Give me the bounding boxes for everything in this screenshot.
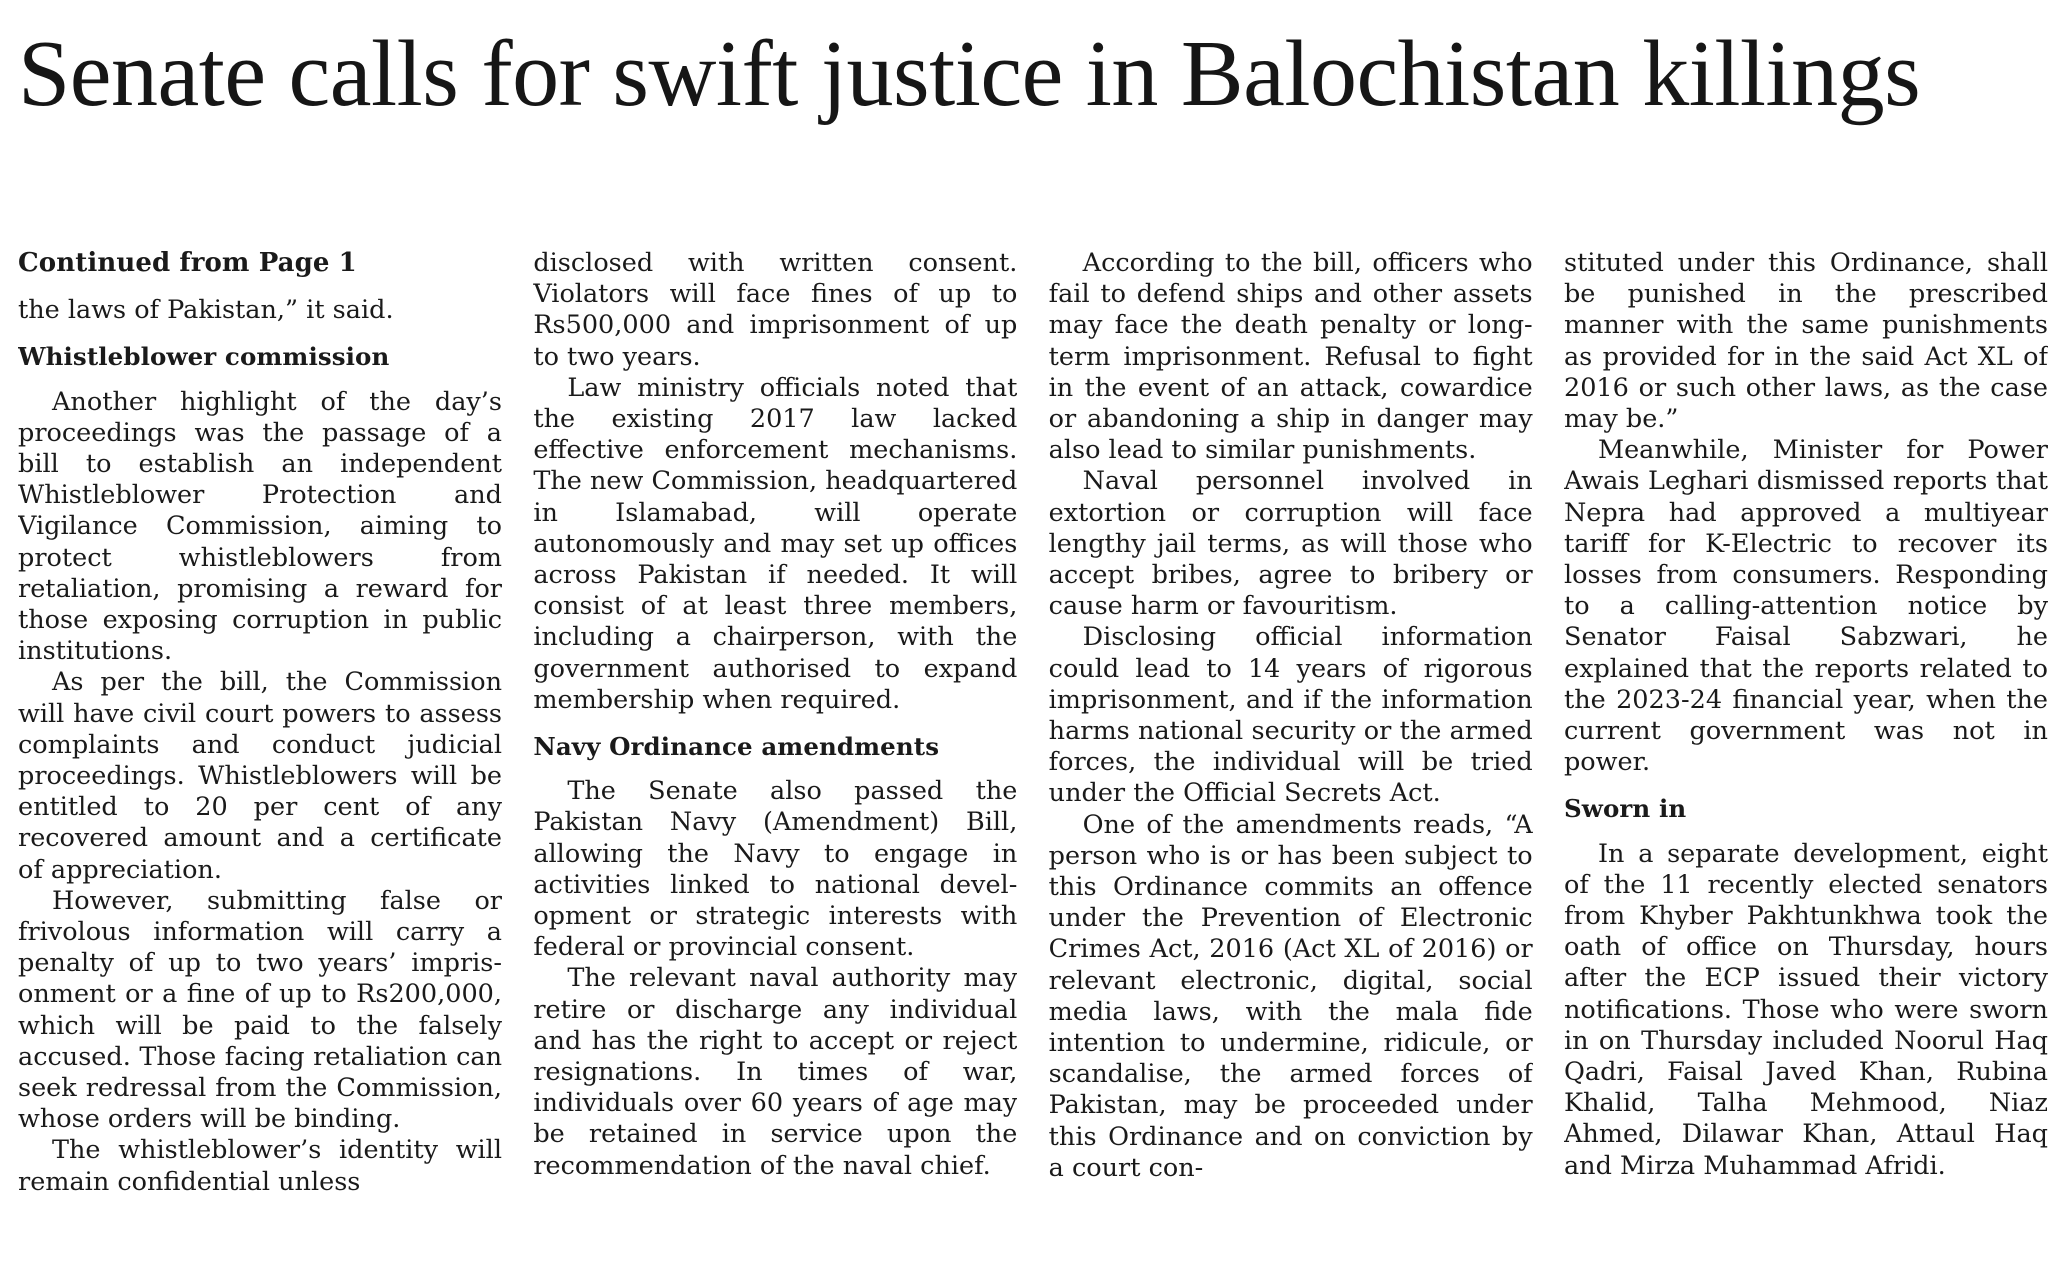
paragraph: However, submitting false or frivolous information will carry a penalty of up to two years’ imprisonment or a fine of up to Rs200,000, which will be paid to the falsely accused. Those facing retaliation can seek redressal from the Commission, whose orders will be binding. bbox=[18, 885, 502, 1135]
article-body bbox=[18, 248, 2048, 1248]
subhead-navy: Navy Ordinance amendments bbox=[533, 732, 940, 762]
paragraph: In a separate development, eight of the 11 recently elected senators from Khyber Pakhtunkhwa took the oath of office on Thursday, hours after the ECP issued their victory notifications. Those who were sworn in on Thursday included Noorul Haq Qadri, Faisal Javed Khan, Rubina Khalid, Talha Mehmood, Niaz Ahmed, Dilawar Khan, Attaul Haq and Mirza Muhammad Afridi. bbox=[1563, 838, 2048, 1181]
paragraph: As per the bill, the Commission will have civil court powers to assess complaints and conduct judicial proceedings. Whistleblowers will be entitled to 20 per cent of any recovered amount and a certificate of appreciation. bbox=[18, 667, 502, 885]
paragraph: The whistleblower’s identity will remain confidential unless bbox=[18, 1135, 502, 1197]
column-1 bbox=[18, 248, 502, 1248]
paragraph: Meanwhile, Minister for Power Awais Leghari dismissed reports that Nepra had approved a multiyear tariff for K-Electric to recover its losses from consumers. Responding to a calling-attention notice by Senator Faisal Sabzwari, he explained that the reports related to the 2023-24 financial year, when the current government was not in power. bbox=[1563, 435, 2048, 778]
paragraph: Disclosing official information could lead to 14 years of rigorous imprisonment, and if the information harms national security or the armed forces, the individual will be tried under the Official Secrets Act. bbox=[1048, 622, 1533, 809]
paragraph: The relevant naval authority may retire or discharge any individual and has the right to accept or reject resignations. In times of war, individuals over 60 years of age may be retained in service upon the recommendation of the naval chief. bbox=[533, 963, 1018, 1181]
paragraph: According to the bill, officers who fail to defend ships and other assets may face the death penalty or long-term imprisonment. Refusal to fight in the event of an attack, cowardice or abandoning a ship in danger may also lead to similar punishments. bbox=[1048, 248, 1533, 466]
subhead-sworn-in: Sworn in bbox=[1563, 794, 1687, 824]
continued-label: Continued from Page 1 bbox=[18, 248, 357, 278]
column-2 bbox=[533, 248, 1017, 1248]
paragraph: The Senate also passed the Pakistan Navy (Amendment) Bill, allowing the Navy to engage in activities linked to national development or strategic interests with federal or provincial consent. bbox=[533, 776, 1018, 963]
paragraph: Another highlight of the day’s proceedings was the passage of a bill to establish an independent Whistleblower Protection and Vigilance Commission, aiming to protect whistleblowers from retaliation, promising a reward for those exposing corruption in public institutions. bbox=[18, 386, 502, 667]
paragraph: Naval personnel involved in extortion or corruption will face lengthy jail terms, as will those who accept bribes, agree to bribery or cause harm or favouritism. bbox=[1048, 466, 1533, 622]
subhead-whistleblower: Whistleblower commission bbox=[18, 342, 390, 372]
paragraph: the laws of Pakistan,” it said. bbox=[18, 295, 394, 326]
headline: Senate calls for swift justice in Balochistan killings bbox=[18, 22, 1921, 126]
paragraph: disclosed with written consent. Violators will face fines of up to Rs500,000 and imprisonment of up to two years. bbox=[533, 248, 1018, 372]
paragraph: Law ministry officials noted that the existing 2017 law lacked effective enforcement mechanisms. The new Commission, headquartered in Islamabad, will operate autonomously and may set up offices across Pakistan if needed. It will consist of at least three members, including a chairperson, with the government authorised to expand membership when required. bbox=[533, 372, 1018, 715]
column-4 bbox=[1564, 248, 2048, 1248]
column-3 bbox=[1049, 248, 1533, 1248]
paragraph: stituted under this Ordinance, shall be punished in the prescribed manner with the same punishments as provided for in the said Act XL of 2016 or such other laws, as the case may be.” bbox=[1563, 248, 2048, 435]
paragraph: One of the amendments reads, “A person who is or has been subject to this Ordinance commits an offence under the Prevention of Electronic Crimes Act, 2016 (Act XL of 2016) or relevant electronic, digital, social media laws, with the mala fide intention to undermine, ridicule, or scandalise, the armed forces of Pakistan, may be proceeded under this Ordinance and on conviction by a court con- bbox=[1048, 809, 1533, 1183]
